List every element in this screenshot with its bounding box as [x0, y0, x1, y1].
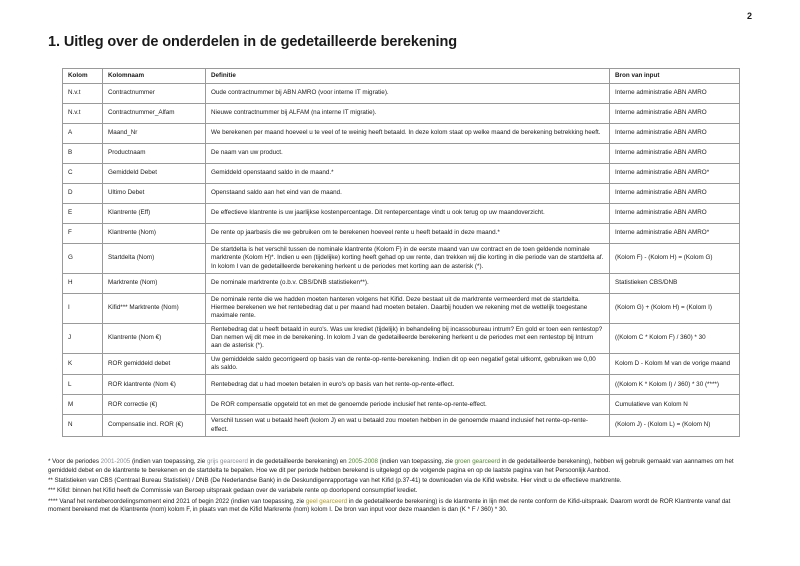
footnotes	[48, 458, 740, 517]
cell-definitie: De ROR compensatie opgeteld tot en met de genoemde periode inclusief het rente-op-rente-effect.	[206, 395, 610, 415]
table-row	[63, 415, 740, 437]
table-row	[63, 293, 740, 323]
period-2001-2005: 2001-2005	[100, 458, 131, 465]
cell-definitie: De effectieve klantrente is uw jaarlijkse kostenpercentage. Dit rentepercentage vindt u ook terug op uw maandoverzicht.	[206, 204, 610, 224]
header-kolom: Kolom	[63, 69, 103, 84]
cell-bron: Interne administratie ABN AMRO*	[610, 164, 740, 184]
grey-shaded-label: grijs gearceerd	[206, 458, 248, 465]
cell-bron: Kolom D - Kolom M van de vorige maand	[610, 353, 740, 375]
period-2005-2008: 2005-2008	[348, 458, 378, 465]
cell-bron: Interne administratie ABN AMRO	[610, 104, 740, 124]
cell-kolomnaam: Compensatie incl. ROR (€)	[103, 415, 206, 437]
cell-kolom: L	[63, 375, 103, 395]
cell-bron: (Kolom G) + (Kolom H) = (Kolom I)	[610, 293, 740, 323]
cell-kolomnaam: ROR gemiddeld debet	[103, 353, 206, 375]
table-row	[63, 184, 740, 204]
cell-kolomnaam: ROR correctie (€)	[103, 395, 206, 415]
cell-bron: Cumulatieve van Kolom N	[610, 395, 740, 415]
cell-kolomnaam: Contractnummer	[103, 84, 206, 104]
cell-kolomnaam: Startdelta (Nom)	[103, 244, 206, 274]
cell-kolom: K	[63, 353, 103, 375]
table-row	[63, 244, 740, 274]
table-row	[63, 84, 740, 104]
cell-kolomnaam: Klantrente (Eff)	[103, 204, 206, 224]
table-row	[63, 224, 740, 244]
cell-definitie: We berekenen per maand hoeveel u te veel of te weinig heeft betaald. In deze kolom staat op welke maand de berekening betrekking heeft.	[206, 124, 610, 144]
cell-bron: Interne administratie ABN AMRO	[610, 144, 740, 164]
cell-kolomnaam: Ultimo Debet	[103, 184, 206, 204]
cell-bron: Interne administratie ABN AMRO	[610, 84, 740, 104]
cell-kolom: G	[63, 244, 103, 274]
cell-definitie: Rentebedrag dat u heeft betaald in euro's. Was uw krediet (tijdelijk) in behandeling bij incassobureau intrum? En gold er toen een rentestop? Dan nemen wij dit mee in de berekening. In kolom J van de gedetailleerde berekening herkent u de periodes met een rentestop bij Intrum aan de asterisk (*).	[206, 323, 610, 353]
cell-bron: Interne administratie ABN AMRO	[610, 204, 740, 224]
cell-kolom: C	[63, 164, 103, 184]
footnote-3: *** Kifid: binnen het Kifid heeft de Commissie van Beroep uitspraak gedaan over de variabele rente op doorlopend consumptief krediet.	[48, 487, 418, 495]
cell-kolomnaam: Kifid*** Marktrente (Nom)	[103, 293, 206, 323]
table-header-row	[63, 69, 740, 84]
cell-kolomnaam: ROR klantrente (Nom €)	[103, 375, 206, 395]
cell-kolom: A	[63, 124, 103, 144]
cell-kolom: N	[63, 415, 103, 437]
table-row	[63, 204, 740, 224]
cell-kolomnaam: Gemiddeld Debet	[103, 164, 206, 184]
cell-kolom: D	[63, 184, 103, 204]
cell-definitie: Nieuwe contractnummer bij ALFAM (na interne IT migratie).	[206, 104, 610, 124]
cell-bron: (Kolom F) - (Kolom H) = (Kolom G)	[610, 244, 740, 274]
footnote-2: ** Statistieken van CBS (Centraal Bureau Statistiek) / DNB (De Nederlandse Bank) in de Deskundigenrapportage van het Kifid (p.37-41) te downloaden via de Kifid website. Hier vindt u de effectieve marktrente.	[48, 477, 622, 485]
cell-bron: Interne administratie ABN AMRO*	[610, 224, 740, 244]
cell-definitie: Uw gemiddelde saldo gecorrigeerd op basis van de rente-op-rente-berekening. Indien dit op een negatief getal uitkomt, gebruiken we 0,00 als saldo.	[206, 353, 610, 375]
cell-definitie: De nominale marktrente (o.b.v. CBS/DNB statistieken**).	[206, 273, 610, 293]
table-row	[63, 323, 740, 353]
cell-kolom: N.v.t	[63, 84, 103, 104]
header-bron: Bron van input	[610, 69, 740, 84]
cell-kolomnaam: Klantrente (Nom)	[103, 224, 206, 244]
cell-definitie: De naam van uw product.	[206, 144, 610, 164]
cell-kolom: B	[63, 144, 103, 164]
cell-kolom: N.v.t	[63, 104, 103, 124]
cell-definitie: Openstaand saldo aan het eind van de maand.	[206, 184, 610, 204]
column-explanation-table	[62, 68, 740, 437]
cell-definitie: De rente op jaarbasis die we gebruiken om te berekenen hoeveel rente u heeft betaald in deze maand.*	[206, 224, 610, 244]
cell-bron: ((Kolom C * Kolom F) / 360) * 30	[610, 323, 740, 353]
green-shaded-label: groen gearceerd	[454, 458, 501, 465]
header-definitie: Definitie	[206, 69, 610, 84]
cell-kolom: J	[63, 323, 103, 353]
table-row	[63, 273, 740, 293]
cell-kolomnaam: Productnaam	[103, 144, 206, 164]
footnote-1: * Voor de periodes 2001-2005 (indien van toepassing, zie grijs gearceerd in de gedetailleerde berekening) en 2005-2008 (indien van toepassing, zie groen gearceerd in de gedetailleerde berekening), hebben wij gebruik gemaakt van aannames om het gemiddeld debet en de klantrente te berekenen en de startdelta te bepalen. Hoe we dit per periode hebben berekend is uitgelegd op de volgende pagina en op de laatste pagina van het Persoonlijk Aanbod.	[48, 458, 734, 474]
cell-bron: (Kolom J) - (Kolom L) = (Kolom N)	[610, 415, 740, 437]
page-title: 1. Uitleg over de onderdelen in de gedetailleerde berekening	[48, 34, 457, 50]
cell-definitie: De nominale rente die we hadden moeten hanteren volgens het Kifid. Deze bestaat uit de marktrente vermeerderd met de startdelta. Hiermee berekenen we het rentebedrag dat u per maand had moeten betalen. Daarbij houden we rekening met de wettelijk toegestane maximale rente.	[206, 293, 610, 323]
cell-kolomnaam: Contractnummer_Alfam	[103, 104, 206, 124]
cell-kolom: E	[63, 204, 103, 224]
table-row	[63, 144, 740, 164]
cell-bron: Interne administratie ABN AMRO	[610, 124, 740, 144]
table-row	[63, 164, 740, 184]
table-row	[63, 395, 740, 415]
cell-definitie: De startdelta is het verschil tussen de nominale klantrente (Kolom F) in de eerste maand van uw contract en de toen geldende nominale marktrente (Kolom H)*. Indien u een (tijdelijke) korting heeft gehad op uw rente, dan trekken wij die korting in die periode van de startdelta af. In kolom I van de gedetailleerde berekening herkent u de periodes met korting aan de asterisk (*).	[206, 244, 610, 274]
cell-bron: Interne administratie ABN AMRO	[610, 184, 740, 204]
cell-bron: Statistieken CBS/DNB	[610, 273, 740, 293]
footnote-4: **** Vanaf het renteberoordelingsmoment eind 2021 of begin 2022 (indien van toepassing, zie geel gearceerd in de gedetailleerde berekening) is de klantrente in lijn met de rente conform de Kifid-uitspraak. Daarom wordt de ROR Klantrente vanaf dat moment berekend met de Klantrente (nom) kolom F, in plaats van met de Kifid Markrente (nom) kolom I. De bron van input voor deze maanden is dan (K * F / 360) * 30.	[48, 497, 731, 514]
cell-definitie: Oude contractnummer bij ABN AMRO (voor interne IT migratie).	[206, 84, 610, 104]
cell-kolom: I	[63, 293, 103, 323]
yellow-shaded-label: geel gearceerd	[305, 497, 348, 505]
cell-definitie: Gemiddeld openstaand saldo in de maand.*	[206, 164, 610, 184]
cell-definitie: Verschil tussen wat u betaald heeft (kolom J) en wat u betaald zou moeten hebben in de genoemde maand inclusief het rente-op-rente-effect.	[206, 415, 610, 437]
table-row	[63, 353, 740, 375]
cell-kolom: F	[63, 224, 103, 244]
page-number: 2	[746, 11, 752, 21]
table-row	[63, 375, 740, 395]
cell-bron: ((Kolom K * Kolom I) / 360) * 30 (****)	[610, 375, 740, 395]
cell-kolomnaam: Maand_Nr	[103, 124, 206, 144]
cell-kolomnaam: Klantrente (Nom €)	[103, 323, 206, 353]
table-row	[63, 104, 740, 124]
table-row	[63, 124, 740, 144]
cell-kolomnaam: Marktrente (Nom)	[103, 273, 206, 293]
cell-kolom: M	[63, 395, 103, 415]
cell-kolom: H	[63, 273, 103, 293]
cell-definitie: Rentebedrag dat u had moeten betalen in euro's op basis van het rente-op-rente-effect.	[206, 375, 610, 395]
header-kolomnaam: Kolomnaam	[103, 69, 206, 84]
